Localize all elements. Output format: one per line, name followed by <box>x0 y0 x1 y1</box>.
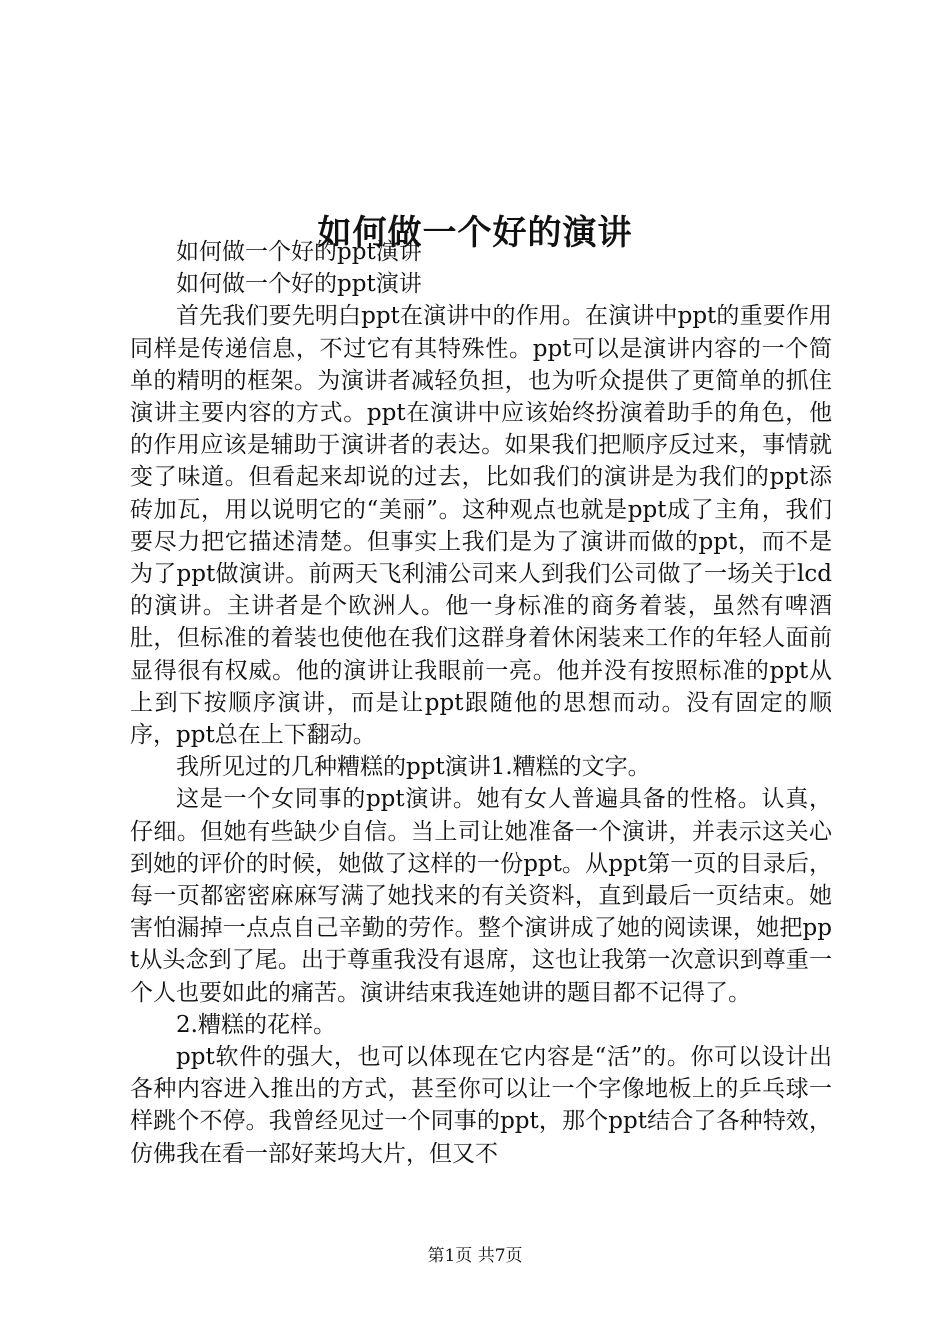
body-paragraph: ppt软件的强大，也可以体现在它内容是“活”的。你可以设计出各种内容进入推出的方式，甚至你可以让一个字像地板上的乒乓球一样跳个不停。我曾经见过一个同事的ppt，那个ppt结合了各种特效，仿佛我在看一部好莱坞大片，但又不 <box>130 1044 832 1167</box>
document-title: 如何做一个好的演讲 <box>317 212 633 253</box>
body-paragraph: 我所见过的几种糟糕的ppt演讲1.糟糕的文字。 <box>176 754 651 781</box>
body-paragraph: 首先我们要先明白ppt在演讲中的作用。在演讲中ppt的重要作用同样是传递信息，不过它有其特殊性。ppt可以是演讲内容的一个简单的精明的框架。为演讲者减轻负担，也为听众提供了更简单的抓住演讲主要内容的方式。ppt在演讲中应该始终扮演着助手的角色，他的作用应该是辅助于演讲者的表达。如果我们把顺序反过来，事情就变了味道。但看起来却说的过去，比如我们的演讲是为我们的ppt添砖加瓦，用以说明它的“美丽”。这种观点也就是ppt成了主角，我们要尽力把它描述清楚。但事实上我们是为了演讲而做的ppt，而不是为了ppt做演讲。前两天飞利浦公司来人到我们公司做了一场关于lcd的演讲。主讲者是个欧洲人。他一身标准的商务着装，虽然有啤酒肚，但标准的着装也使他在我们这群身着休闲装来工作的年轻人面前显得很有权威。他的演讲让我眼前一亮。他并没有按照标准的ppt从上到下按顺序演讲，而是让ppt跟随他的思想而动。没有固定的顺序，ppt总在上下翻动。 <box>130 303 832 749</box>
body-paragraph: 2.糟糕的花样。 <box>176 1011 336 1038</box>
body-paragraph: 如何做一个好的ppt演讲 <box>176 239 422 265</box>
document-body <box>130 236 832 1170</box>
body-paragraph: 这是一个女同事的ppt演讲。她有女人普遍具备的性格。认真，仔细。但她有些缺少自信。当上司让她准备一个演讲，并表示这关心到她的评价的时候，她做了这样的一份ppt。从ppt第一页的目录后，每一页都密密麻麻写满了她找来的有关资料，直到最后一页结束。她害怕漏掉一点点自己辛勤的劳作。整个演讲成了她的阅读课，她把ppt从头念到了尾。出于尊重我没有退席，这也让我第一次意识到尊重一个人也要如此的痛苦。演讲结束我连她讲的题目都不记得了。 <box>130 786 832 1006</box>
page-number-footer: 第1页 共7页 <box>427 1246 523 1266</box>
body-paragraph: 如何做一个好的ppt演讲 <box>176 271 422 298</box>
